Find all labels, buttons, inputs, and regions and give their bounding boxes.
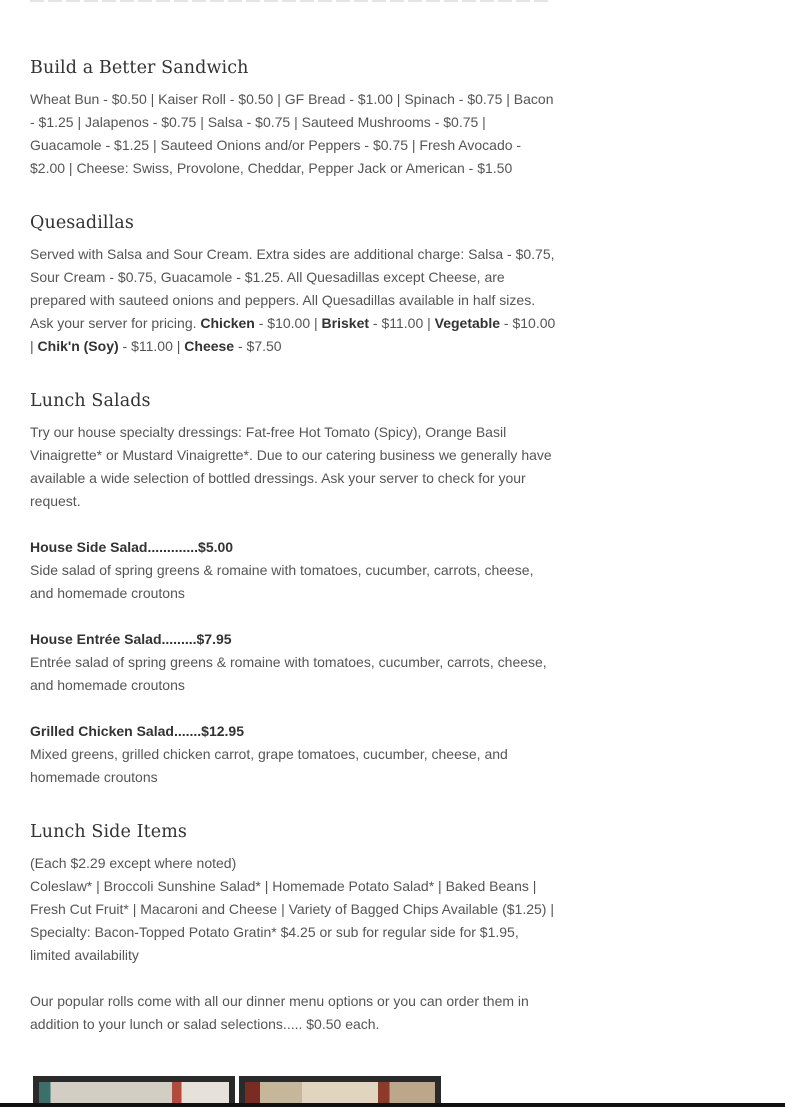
salad-item-description: Entrée salad of spring greens & romaine with tomatoes, cucumber, carrots, cheese, and homemade croutons — [30, 654, 547, 693]
top-divider — [30, 0, 550, 2]
salads-intro: Try our house specialty dressings: Fat-free Hot Tomato (Spicy), Orange Basil Vinaigrette* or Mustard Vinaigrette*. Due to our catering business we generally have available a wide selection of bottled dressings. Ask your server to check for your request. — [30, 424, 552, 509]
salad-item-description: Mixed greens, grilled chicken carrot, grape tomatoes, cucumber, cheese, and homemade croutons — [30, 746, 508, 785]
section-title-salads: Lunch Salads — [30, 391, 151, 411]
quesadilla-item-name: Chik'n (Soy) — [37, 338, 119, 354]
section-sides — [30, 820, 558, 1036]
sides-list: Coleslaw* | Broccoli Sunshine Salad* | Homemade Potato Salad* | Baked Beans | Fresh Cut Fruit* | Macaroni and Cheese | Variety of Bagged Chips Available ($1.25) | Specialty: Bacon-Topped Potato Gratin* $4.25 or sub for regular side for $1.95, limited availability — [30, 878, 554, 963]
section-title-quesadillas: Quesadillas — [30, 213, 134, 233]
salad-item-description: Side salad of spring greens & romaine with tomatoes, cucumber, carrots, cheese, and homemade croutons — [30, 562, 534, 601]
salad-item-name: House Side Salad.............$5.00 — [30, 539, 234, 555]
sides-price-note: (Each $2.29 except where noted) — [30, 855, 237, 871]
rolls-note: Our popular rolls come with all our dinner menu options or you can order them in addition to your lunch or salad selections..... $0.50 each. — [30, 993, 529, 1032]
quesadilla-item-name: Vegetable — [434, 315, 501, 331]
quesadilla-item-price: - $7.50 — [234, 338, 282, 354]
quesadilla-item-price: - $11.00 | — [369, 315, 435, 331]
section-quesadillas — [30, 211, 558, 358]
bottom-bar — [0, 1103, 785, 1107]
section-title-sandwich: Build a Better Sandwich — [30, 58, 249, 78]
quesadilla-item-price: - $10.00 | — [254, 315, 322, 331]
sandwich-options: Wheat Bun - $0.50 | Kaiser Roll - $0.50 | GF Bread - $1.00 | Spinach - $0.75 | Bacon - $1.25 | Jalapenos - $0.75 | Salsa - $0.75 | Sauteed Mushrooms - $0.75 | Guacamole - $1.25 | Sauteed Onions and/or Peppers - $0.75 | Fresh Avocado - $2.00 | Cheese: Swiss, Provolone, Cheddar, Pepper Jack or American - $1.50 — [30, 91, 554, 176]
quesadilla-item-price: - $10.00 | — [30, 315, 556, 354]
section-title-sides: Lunch Side Items — [30, 822, 187, 842]
salad-item-name: House Entrée Salad.........$7.95 — [30, 631, 232, 647]
section-salads — [30, 389, 558, 789]
section-sandwich — [30, 56, 558, 180]
salad-item-name: Grilled Chicken Salad.......$12.95 — [30, 723, 244, 739]
quesadilla-item-price: - $11.00 | — [118, 338, 185, 354]
quesadilla-item-name: Cheese — [184, 338, 235, 354]
quesadillas-intro: Served with Salsa and Sour Cream. Extra sides are additional charge: Salsa - $0.75, Sour Cream - $0.75, Guacamole - $1.25. All Quesadillas except Cheese, are prepared with sauteed onions and peppers. All Quesadillas available in half sizes. Ask your server for pricing. — [30, 246, 555, 331]
quesadillas-description — [30, 243, 558, 358]
menu-content — [30, 56, 558, 1067]
quesadilla-item-name: Brisket — [321, 315, 370, 331]
quesadilla-item-name: Chicken — [200, 315, 255, 331]
